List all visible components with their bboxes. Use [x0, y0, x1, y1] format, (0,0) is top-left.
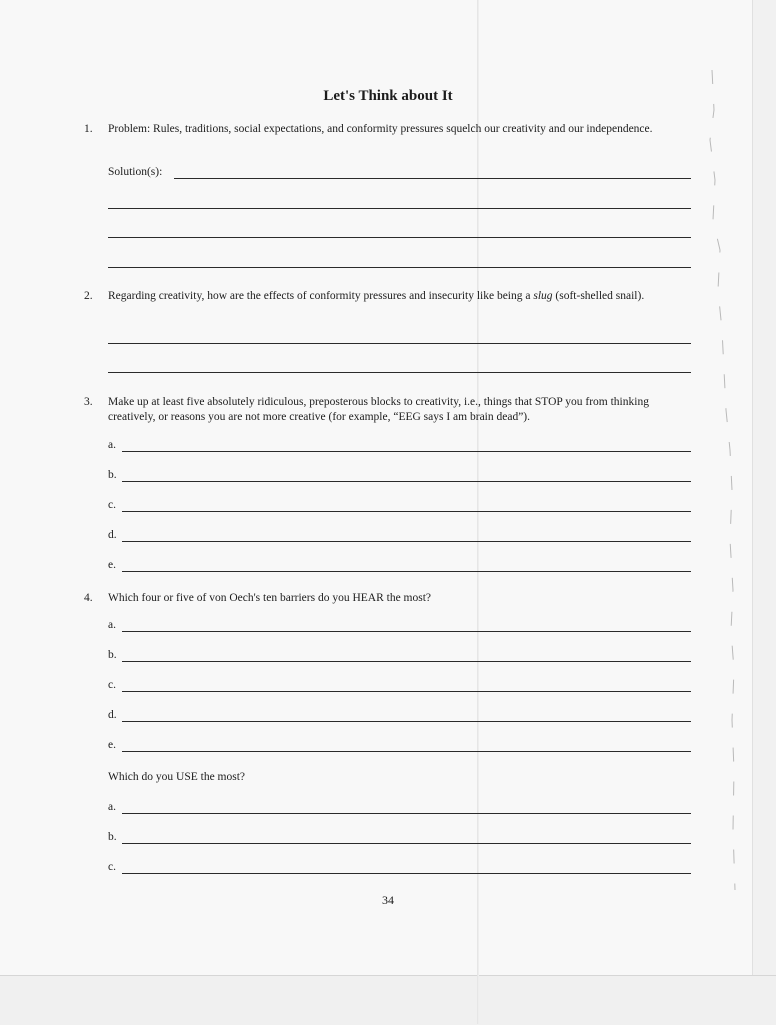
question-2-text-part: (soft-shelled snail).: [552, 290, 645, 302]
answer-rule: [122, 661, 691, 662]
answer-rule: [122, 813, 691, 814]
question-1: [84, 122, 696, 137]
question-3-line-a[interactable]: [108, 436, 691, 452]
question-2-answer-line[interactable]: [108, 328, 691, 344]
answer-rule: [122, 631, 691, 632]
item-label: d.: [108, 709, 117, 721]
answer-rule: [122, 721, 691, 722]
question-3-line-b[interactable]: [108, 466, 691, 482]
item-label: a.: [108, 801, 116, 813]
item-label: c.: [108, 861, 116, 873]
answer-rule: [108, 343, 691, 344]
answer-rule: [122, 843, 691, 844]
question-2: [84, 289, 696, 304]
answer-rule: [122, 481, 691, 482]
answer-rule: [122, 511, 691, 512]
question-4-text: Which four or five of von Oech's ten barriers do you HEAR the most?: [108, 592, 432, 604]
answer-rule: [174, 178, 691, 179]
item-label: b.: [108, 469, 117, 481]
item-label: c.: [108, 499, 116, 511]
question-4: [84, 591, 696, 606]
answer-rule: [122, 541, 691, 542]
question-4-line-d[interactable]: [108, 706, 691, 722]
question-2-text-part: Regarding creativity, how are the effects of conformity pressures and insecurity like being a: [108, 290, 534, 302]
question-2-number: 2.: [84, 290, 93, 302]
answer-rule: [122, 873, 691, 874]
item-label: d.: [108, 529, 117, 541]
item-label: a.: [108, 619, 116, 631]
question-4-use-line-a[interactable]: [108, 798, 691, 814]
page-number: 34: [382, 893, 394, 907]
question-1-number: 1.: [84, 123, 93, 135]
question-4-line-c[interactable]: [108, 676, 691, 692]
question-3-number: 3.: [84, 396, 93, 408]
question-3-line-c[interactable]: [108, 496, 691, 512]
question-4-use-line-b[interactable]: [108, 828, 691, 844]
item-label: e.: [108, 739, 116, 751]
answer-rule: [108, 372, 691, 373]
question-1-answer-line[interactable]: [108, 193, 691, 209]
question-1-text: Problem: Rules, traditions, social expectations, and conformity pressures squelch our creativity and our independence.: [108, 123, 653, 135]
item-label: b.: [108, 649, 117, 661]
question-3-text: Make up at least five absolutely ridiculous, preposterous blocks to creativity, i.e., things that STOP you from thinking creatively, or reasons you are not more creative (for example, “EEG says I am brain dead”).: [108, 396, 649, 423]
answer-rule: [122, 691, 691, 692]
question-3: [84, 395, 696, 425]
question-1-answer-line[interactable]: [108, 222, 691, 238]
question-4-followup: Which do you USE the most?: [108, 771, 246, 783]
answer-rule: [108, 267, 691, 268]
question-4-number: 4.: [84, 592, 93, 604]
answer-rule: [122, 751, 691, 752]
question-2-italic-word: slug: [533, 290, 553, 302]
question-1-answer-line[interactable]: [108, 252, 691, 268]
scan-page-edge: [752, 0, 776, 980]
question-4-use-line-c[interactable]: [108, 858, 691, 874]
solution-label: Solution(s):: [108, 166, 163, 178]
question-4-line-e[interactable]: [108, 736, 691, 752]
question-4-line-b[interactable]: [108, 646, 691, 662]
answer-rule: [122, 451, 691, 452]
question-4-line-a[interactable]: [108, 616, 691, 632]
item-label: a.: [108, 439, 116, 451]
item-label: b.: [108, 831, 117, 843]
item-label: e.: [108, 559, 116, 571]
question-3-line-d[interactable]: [108, 526, 691, 542]
question-3-line-e[interactable]: [108, 556, 691, 572]
question-2-answer-line[interactable]: [108, 357, 691, 373]
item-label: c.: [108, 679, 116, 691]
answer-rule: [108, 237, 691, 238]
answer-rule: [108, 208, 691, 209]
scan-bottom-margin: [0, 975, 776, 1025]
question-1-solution-line[interactable]: [108, 163, 691, 179]
question-2-text: [108, 289, 696, 304]
answer-rule: [122, 571, 691, 572]
worksheet-title: Let's Think about It: [323, 88, 453, 104]
